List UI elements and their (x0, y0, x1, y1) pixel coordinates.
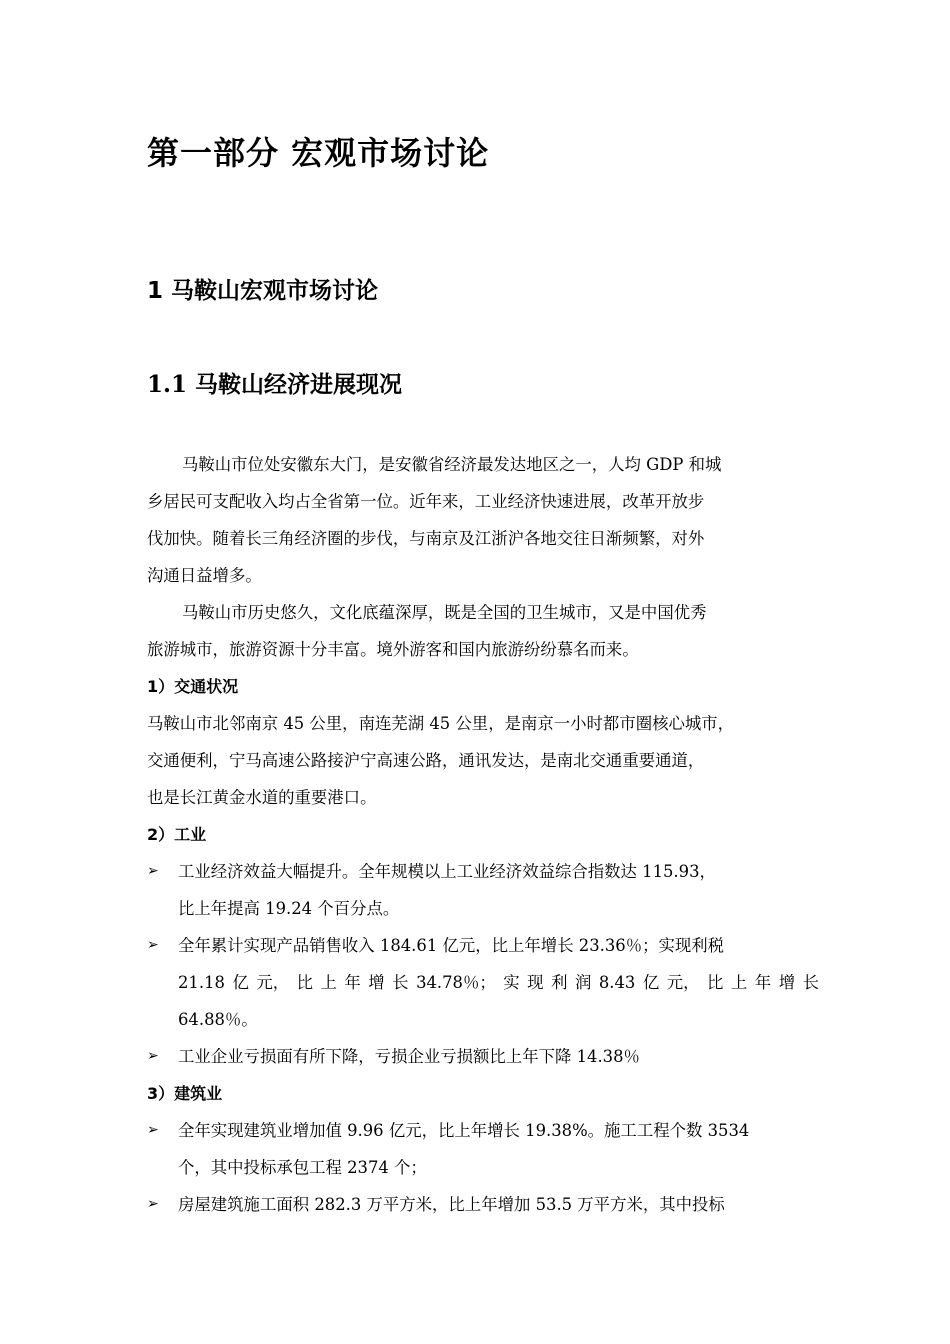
list-item (147, 1038, 819, 1075)
sec-heading-industry: 2）工业 (147, 825, 207, 844)
section-heading: 1 马鞍山宏观市场讨论 (147, 278, 379, 304)
part-title: 第一部分 宏观市场讨论 (147, 134, 490, 172)
justified-token: 比 (296, 973, 313, 992)
justified-token: 元， (666, 973, 700, 992)
justified-token: 长 (392, 973, 409, 992)
justified-token: 比 (707, 973, 724, 992)
list-item-text: 工业企业亏损面有所下降，亏损企业亏损额比上年下降 14.38％ (178, 1047, 640, 1066)
justified-token: 年 (754, 973, 772, 992)
para1-line: 沟通日益增多。 (147, 566, 262, 585)
justified-token: 21.18 (178, 973, 225, 992)
justified-token: 上 (730, 973, 748, 992)
para1-line: 伐加快。随着长三角经济圈的步伐，与南京及江浙沪各地交往日渐频繁，对外 (147, 529, 705, 548)
list-item (147, 1186, 819, 1223)
justified-token: 亿 (642, 973, 660, 992)
justified-token: 润 (574, 973, 592, 992)
list-item-text: 房屋建筑施工面积 282.3 万平方米，比上年增加 53.5 万平方米，其中投标 (178, 1195, 725, 1214)
arrow-bullet-icon: ➢ (147, 863, 159, 879)
arrow-bullet-icon: ➢ (147, 1048, 159, 1064)
arrow-bullet-icon: ➢ (147, 1122, 159, 1138)
list-item-justified-line (147, 964, 819, 1001)
traffic-line: 也是长江黄金水道的重要港口。 (147, 788, 377, 807)
justified-token: 亿 (232, 973, 249, 992)
justified-token: 长 (802, 973, 819, 992)
list-item-text: 全年实现建筑业增加值 9.96 亿元，比上年增长 19.38%。施工工程个数 3534 (178, 1121, 750, 1140)
list-item (147, 927, 819, 964)
sec-heading-construction: 3）建筑业 (147, 1084, 223, 1103)
para1-line: 乡居民可支配收入均占全省第一位。近年来，工业经济快速进展，改革开放步 (147, 492, 705, 511)
justified-token: 8.43 (598, 973, 636, 992)
justified-token: 上 (320, 973, 337, 992)
arrow-bullet-icon: ➢ (147, 937, 159, 953)
traffic-line: 交通便利，宁马高速公路接沪宁高速公路，通讯发达，是南北交通重要通道， (147, 751, 705, 770)
justified-token: 现 (527, 973, 544, 992)
list-item-cont: 比上年提高 19.24 个百分点。 (178, 899, 400, 918)
justified-token: 利 (551, 973, 568, 992)
justified-token: 增 (368, 973, 385, 992)
justified-token: 年 (344, 973, 361, 992)
para2-line: 马鞍山市历史悠久，文化底蕴深厚，既是全国的卫生城市，又是中国优秀 (182, 603, 707, 622)
subsection-heading: 1.1 马鞍山经济进展现况 (147, 371, 403, 398)
list-item-cont: 64.88％。 (178, 1010, 258, 1029)
list-item (147, 1112, 819, 1149)
list-item-cont: 个，其中投标承包工程 2374 个； (178, 1158, 427, 1177)
sec-heading-traffic: 1）交通状况 (147, 677, 239, 696)
traffic-line: 马鞍山市北邻南京 45 公里，南连芜湖 45 公里，是南京一小时都市圈核心城市， (147, 714, 735, 733)
list-item (147, 853, 819, 890)
arrow-bullet-icon: ➢ (147, 1196, 159, 1212)
para1-line: 马鞍山市位处安徽东大门，是安徽省经济最发达地区之一，人均 GDP 和城 (182, 455, 722, 474)
para2-line: 旅游城市，旅游资源十分丰富。境外游客和国内旅游纷纷慕名而来。 (147, 640, 639, 659)
justified-token: 34.78％； (416, 973, 496, 992)
body-text (147, 446, 819, 1223)
justified-token: 增 (778, 973, 796, 992)
list-item-text: 工业经济效益大幅提升。全年规模以上工业经济效益综合指数达 115.93， (178, 862, 716, 881)
justified-token: 实 (503, 973, 520, 992)
list-item-text: 全年累计实现产品销售收入 184.61 亿元，比上年增长 23.36％；实现利税 (178, 936, 725, 955)
justified-token: 元， (256, 973, 290, 992)
